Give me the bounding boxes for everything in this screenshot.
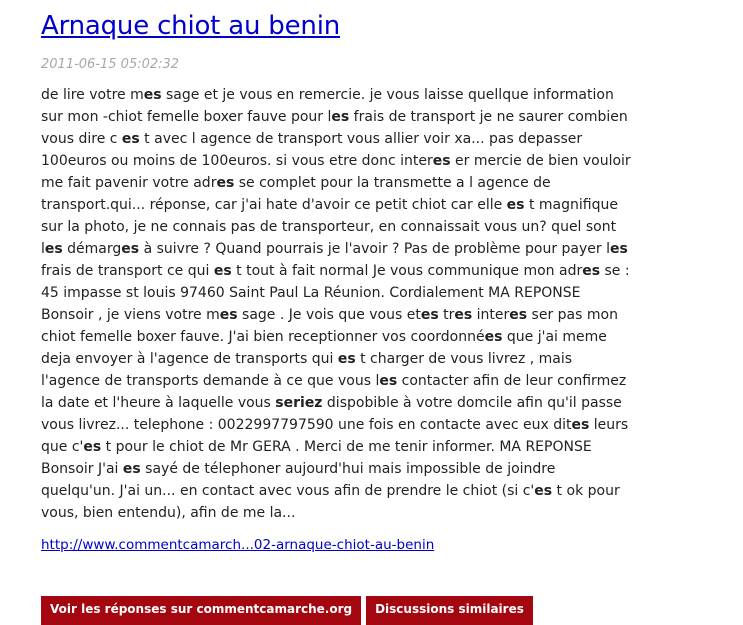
body-text: tr — [438, 307, 455, 323]
body-text: inter — [472, 307, 510, 323]
body-text: sage . Je vois que vous et — [237, 307, 421, 323]
post — [41, 8, 641, 554]
similar-discussions-button[interactable]: Discussions similaires — [366, 596, 533, 625]
post-title-link[interactable]: Arnaque chiot au benin — [41, 11, 340, 41]
highlight-term: es — [216, 175, 235, 191]
body-text: frais de transport ce qui — [41, 263, 214, 279]
body-text: t pour le chiot de Mr GERA . Merci de me tenir informer. MA REPONSE Bonsoir J'ai — [41, 439, 592, 477]
source-link[interactable]: http://www.commentcamarch...02-arnaque-chiot-au-benin — [41, 537, 435, 553]
highlight-term: es — [534, 483, 553, 499]
body-text: ser pas mon chiot femelle boxer fauve. J'ai bien receptionner vos coordonné — [41, 307, 618, 345]
body-text: démarg — [62, 241, 122, 257]
highlight-term: es — [509, 307, 528, 323]
body-text: t charger de vous livrez , mais l'agence de transports demande à ce que vous l — [41, 351, 573, 389]
body-text: t tout à fait normal Je vous communique mon adr — [231, 263, 583, 279]
body-text: frais de transport je ne saurer combien vous dire c — [41, 109, 628, 147]
highlight-term: es — [506, 197, 525, 213]
highlight-term: seriez — [275, 395, 323, 411]
body-text: à suivre ? Quand pourrais je l'avoir ? Pas de problème pour payer l — [139, 241, 610, 257]
body-text: contacter afin de leur confirmez la date et l'heure à laquelle vous — [41, 373, 627, 411]
highlight-term: es — [610, 241, 628, 257]
body-text: se : 45 impasse st louis 97460 Saint Paul La Réunion. Cordialement MA REPONSE Bonsoir , je viens votre m — [41, 263, 630, 323]
body-text: sage et je vous en remercie. je vous laisse quellque information sur mon -chiot femelle boxer fauve pour l — [41, 87, 614, 125]
highlight-term: es — [432, 153, 451, 169]
body-text: que j'ai meme deja envoyer à l'agence de transports qui — [41, 329, 607, 367]
highlight-term: es — [331, 109, 350, 125]
highlight-term: es — [121, 131, 140, 147]
body-text: sayé de télephoner aujourd'hui mais impossible de joindre quelqu'un. J'ai un... en contact avec vous afin de prendre le chiot (si c' — [41, 461, 556, 499]
highlight-term: es — [379, 373, 398, 389]
highlight-term: es — [454, 307, 473, 323]
body-text: se complet pour la transmette a l agence de transport.qui... réponse, car j'ai hate d'avoir ce petit chiot car elle — [41, 175, 551, 213]
highlight-term: es — [337, 351, 356, 367]
body-text: t avec l agence de transport vous allier voir xa... pas depasser 100euros ou moins de 100euros. si vous etre donc inter — [41, 131, 583, 169]
highlight-term: es — [582, 263, 601, 279]
post-body — [41, 84, 631, 524]
highlight-term: es — [213, 263, 232, 279]
body-text: er mercie de bien vouloir me fait pavenir votre adr — [41, 153, 631, 191]
post-title — [41, 8, 641, 44]
highlight-term: es — [571, 417, 590, 433]
body-text: leurs que c' — [41, 417, 629, 455]
highlight-term: es — [121, 241, 140, 257]
highlight-term: es — [420, 307, 439, 323]
highlight-term: es — [219, 307, 238, 323]
highlight-term: es — [122, 461, 141, 477]
highlight-term: es — [484, 329, 503, 345]
body-text: t ok pour vous, bien entendu), afin de me la... — [41, 483, 620, 521]
source-link-container — [41, 536, 641, 554]
view-replies-button[interactable]: Voir les réponses sur commentcamarche.org — [41, 596, 361, 625]
post-date: 2011-06-15 05:02:32 — [41, 57, 180, 72]
body-text: de lire votre m — [41, 87, 144, 103]
body-text: t magnifique sur la photo, je ne connais pas de transporteur, en connaissait vous un? quel sont l — [41, 197, 618, 257]
highlight-term: es — [44, 241, 63, 257]
highlight-term: es — [83, 439, 102, 455]
highlight-term: es — [143, 87, 162, 103]
action-buttons — [41, 596, 533, 625]
body-text: dispobible à votre domcile afin qu'il passe vous livrez... telephone : 0022997797590 une fois en contacte avec eux dit — [41, 395, 622, 433]
